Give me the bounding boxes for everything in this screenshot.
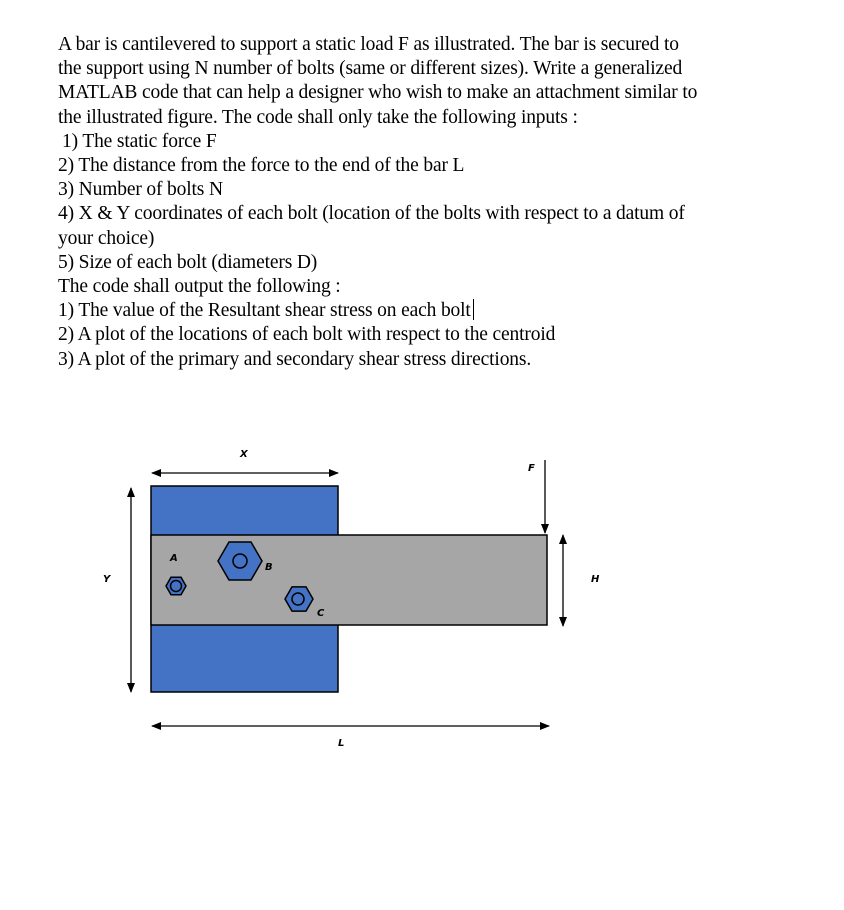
input-item: 1) The static force F <box>62 130 217 152</box>
label-x: X <box>240 449 248 460</box>
input-item: 2) The distance from the force to the end of the bar L <box>58 155 465 177</box>
label-f: F <box>528 463 535 474</box>
bolt-b-hole-icon <box>233 554 247 568</box>
input-item: 4) X & Y coordinates of each bolt (location of the bolts with respect to a datum of <box>58 203 685 225</box>
label-h: H <box>591 574 600 585</box>
input-item: 3) Number of bolts N <box>58 179 223 201</box>
intro-line: A bar is cantilevered to support a static load F as illustrated. The bar is secured to <box>58 34 679 55</box>
label-y: Y <box>103 574 111 585</box>
bolt-a-hole-icon <box>171 581 182 592</box>
intro-line: MATLAB code that can help a designer who wish to make an attachment similar to <box>58 82 698 104</box>
bolt-a <box>166 577 186 594</box>
output-item: 1) The value of the Resultant shear stress on each bolt <box>58 300 471 322</box>
intro-line: the support using N number of bolts (same or different sizes). Write a generalized <box>58 58 683 80</box>
label-bolt-b: B <box>265 562 273 573</box>
output-heading: The code shall output the following : <box>58 276 341 298</box>
label-bolt-c: C <box>317 608 325 619</box>
output-item: 2) A plot of the locations of each bolt with respect to the centroid <box>58 324 556 346</box>
bolt-c <box>285 587 313 611</box>
output-item: 3) A plot of the primary and secondary shear stress directions. <box>58 348 532 370</box>
cantilever-bar <box>151 535 547 625</box>
input-item: 5) Size of each bolt (diameters D) <box>58 251 318 273</box>
label-l: L <box>338 738 345 749</box>
label-bolt-a: A <box>170 553 178 564</box>
intro-line: the illustrated figure. The code shall only take the following inputs : <box>58 106 578 128</box>
bolt-c-hole-icon <box>292 593 304 605</box>
input-item: your choice) <box>58 227 155 249</box>
